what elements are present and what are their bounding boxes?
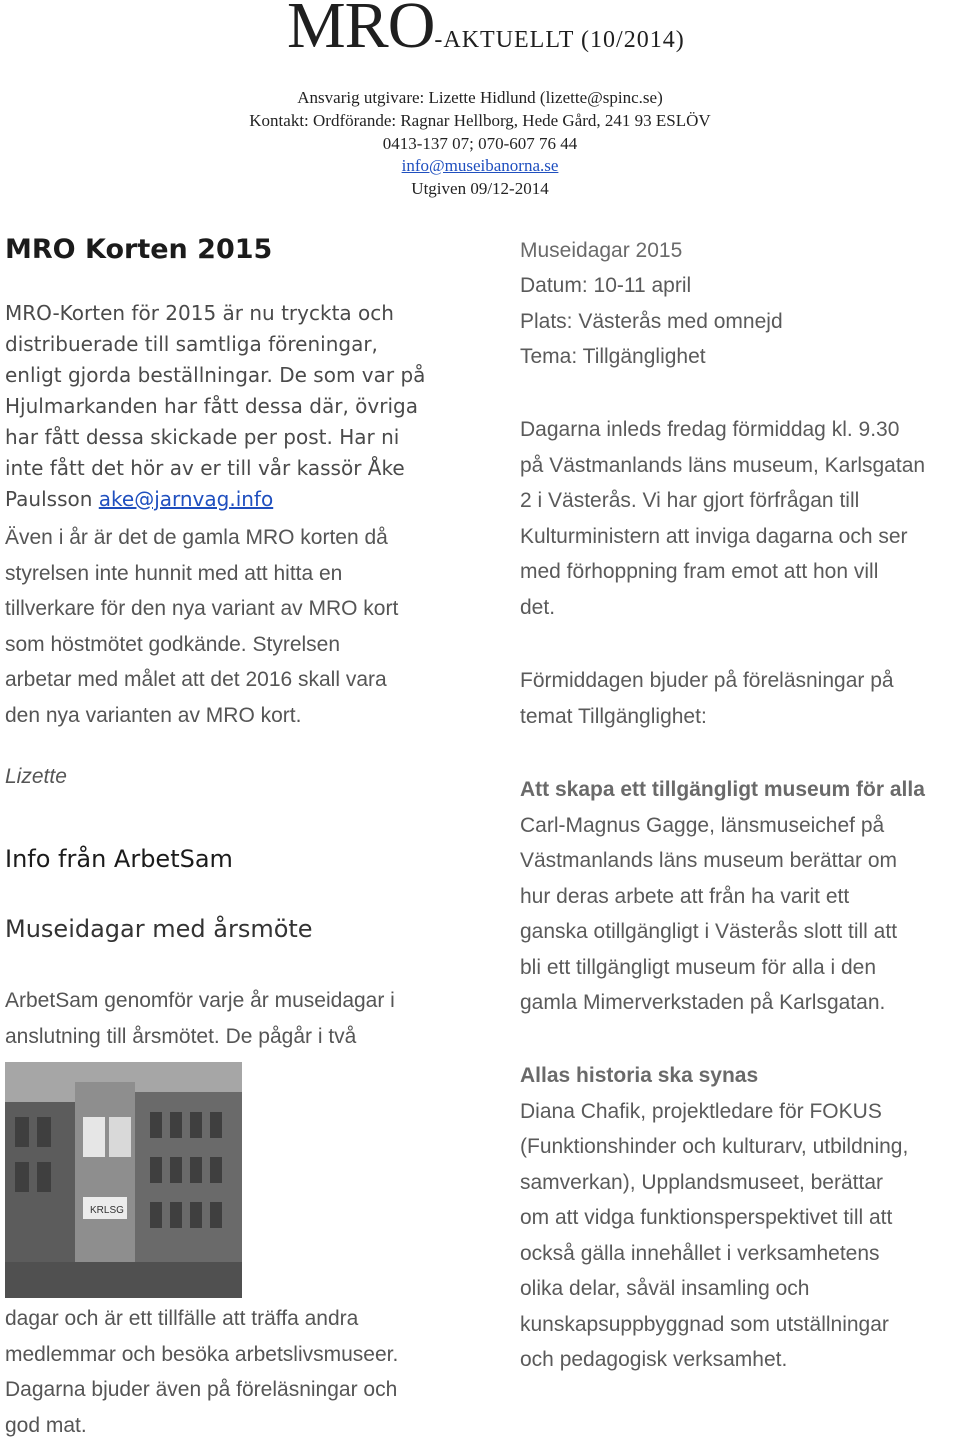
text-line: Dagarna inleds fredag förmiddag kl. 9.30 [520,412,925,448]
text-line: kunskapsuppbyggnad som utställningar [520,1307,908,1343]
title-main: MRO [287,0,434,62]
text-line: olika delar, såväl insamling och [520,1271,908,1307]
text-fragment: Paulsson [5,487,99,511]
paragraph-arbetsam-2 [5,1301,398,1443]
paragraph-museidagar-1 [520,412,925,625]
talk-1-title: Att skapa ett tillgängligt museum för alla [520,772,925,808]
text-line: Även i år är det de gamla MRO korten då [5,520,398,556]
text-line: och pedagogisk verksamhet. [520,1342,908,1378]
text-line: enligt gjorda beställningar. De som var på [5,360,425,391]
text-line: medlemmar och besöka arbetslivsmuseer. [5,1337,398,1373]
text-line: (Funktionshinder och kulturarv, utbildning, [520,1129,908,1165]
heading-mro-korten: MRO Korten 2015 [5,234,272,265]
text-line: ArbetSam genomför varje år museidagar i [5,983,395,1019]
building-photo [5,1062,242,1298]
text-line: på Västmanlands läns museum, Karlsgatan [520,448,925,484]
title-sub: -AKTUELLT (10/2014) [434,27,684,53]
text-line: Kulturministern att inviga dagarna och ser [520,519,925,555]
paragraph-museidagar-2 [520,663,894,734]
masthead [0,0,960,205]
event-theme: Tema: Tillgänglighet [520,339,783,375]
text-line: Diana Chafik, projektledare för FOKUS [520,1094,908,1130]
event-info [520,268,783,375]
event-place: Plats: Västerås med omnejd [520,304,783,340]
text-line: den nya varianten av MRO kort. [5,698,398,734]
right-column [520,230,960,1442]
talk-1 [520,772,925,1021]
text-line: bli ett tillgängligt museum för alla i den [520,950,925,986]
text-line: samverkan), Upplandsmuseet, berättar [520,1165,908,1201]
paragraph-arbetsam-1 [5,983,395,1054]
text-line: temat Tillgänglighet: [520,699,894,735]
text-line: har fått dessa skickade per post. Har ni [5,422,425,453]
text-line: distribuerade till samtliga föreningar, [5,329,425,360]
text-line: tillverkare för den nya variant av MRO kort [5,591,398,627]
issued-line: Utgiven 09/12-2014 [0,179,960,199]
talk-2-title: Allas historia ska synas [520,1058,908,1094]
text-line: om att vidga funktionsperspektivet till att [520,1200,908,1236]
text-line: Dagarna bjuder även på föreläsningar och [5,1372,398,1408]
text-line: Carl-Magnus Gagge, länsmuseichef på [520,808,925,844]
talk-2 [520,1058,908,1378]
text-line: 2 i Västerås. Vi har gjort förfrågan till [520,483,925,519]
building-illustration [5,1062,242,1298]
text-line: god mat. [5,1408,398,1443]
newsletter-title [287,0,685,80]
kassor-email-link[interactable]: ake@jarnvag.info [99,487,273,511]
text-line: MRO-Korten för 2015 är nu tryckta och [5,298,425,329]
text-line: med förhoppning fram emot att hon vill [520,554,925,590]
text-line: dagar och är ett tillfälle att träffa andra [5,1301,398,1337]
text-line: hur deras arbete att från ha varit ett [520,879,925,915]
text-line: Hjulmarkanden har fått dessa där, övriga [5,391,425,422]
text-line: styrelsen inte hunnit med att hitta en [5,556,398,592]
publisher-line: Ansvarig utgivare: Lizette Hidlund (lizette@spinc.se) [0,88,960,108]
heading-museidagar-2015: Museidagar 2015 [520,233,682,269]
contact-line: Kontakt: Ordförande: Ragnar Hellborg, Hede Gård, 241 93 ESLÖV [0,111,960,131]
text-line: inte fått det hör av er till vår kassör Åke [5,453,425,484]
text-line: som höstmötet godkände. Styrelsen [5,627,398,663]
text-line: ganska otillgängligt i Västerås slott till att [520,914,925,950]
text-line: också gälla innehållet i verksamhetens [520,1236,908,1272]
heading-arbetsam: Info från ArbetSam [5,845,233,873]
text-line: Västmanlands läns museum berättar om [520,843,925,879]
sign-text: KRLSG [90,1205,124,1216]
text-line: anslutning till årsmötet. De pågår i två [5,1019,395,1055]
text-line [5,484,425,515]
heading-museidagar-arsmote: Museidagar med årsmöte [5,915,313,943]
signature: Lizette [5,759,67,795]
email-link[interactable]: info@museibanorna.se [402,156,559,175]
phone-line: 0413-137 07; 070-607 76 44 [0,134,960,154]
text-line: gamla Mimerverkstaden på Karlsgatan. [520,985,925,1021]
text-line: arbetar med målet att det 2016 skall vara [5,662,398,698]
paragraph-korten-1 [5,298,425,515]
text-line: det. [520,590,925,626]
paragraph-korten-2 [5,520,398,733]
text-line: Förmiddagen bjuder på föreläsningar på [520,663,894,699]
event-date: Datum: 10-11 april [520,268,783,304]
